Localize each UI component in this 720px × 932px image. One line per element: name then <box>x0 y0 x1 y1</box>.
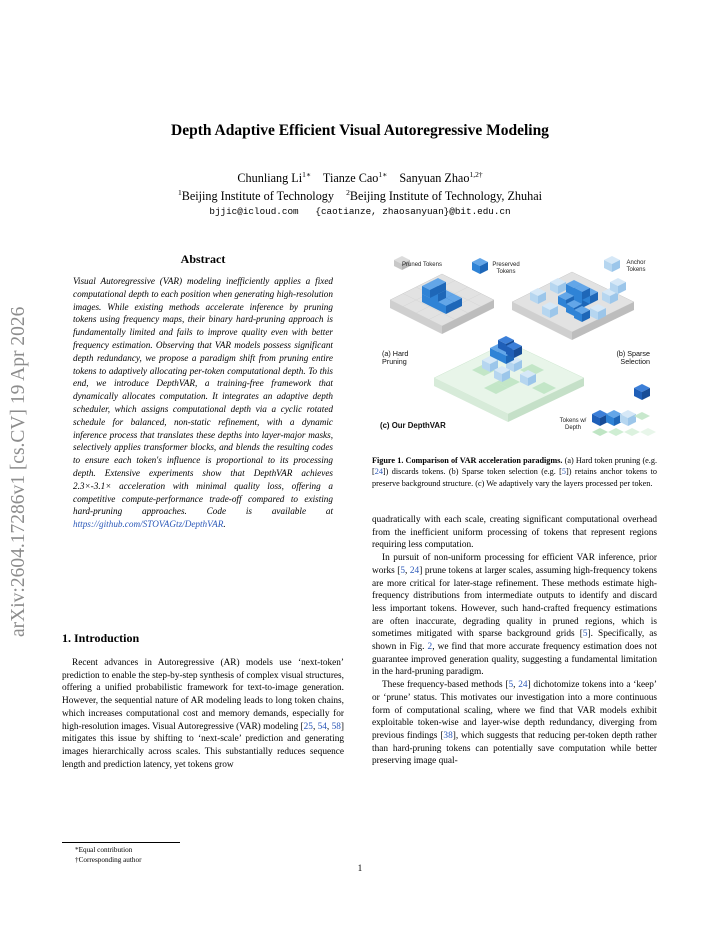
text-run: , we find that more accurate frequency estimation does not guarantee improved generation quality, suggesting a fundamental limitation in the hard-pruning paradigm. <box>372 642 657 678</box>
author-emails: bjjic@icloud.com {caotianze, zhaosanyuan}@bit.edu.cn <box>209 206 511 217</box>
hard-pruning-panel <box>390 274 494 334</box>
figure-1-illustration <box>372 250 657 445</box>
text-run: (a) Hard token pruning (e.g. [ <box>372 456 657 477</box>
citation-link[interactable]: 24 <box>409 565 420 576</box>
text-run: quadratically with each scale, creating significant computational overhead from the inefficient uniform processing of tokens that represent regions requiring less computation. <box>372 515 657 551</box>
figure-1 <box>372 250 657 445</box>
tokens-depth-label: Tokens w/ Depth <box>559 418 587 431</box>
hard-pruning-label: (a) Hard Pruning <box>382 349 409 366</box>
text-run: These frequency-based methods [ <box>382 680 509 691</box>
text-run: Figure 1. <box>372 456 406 465</box>
footnote-equal: *Equal contribution <box>75 846 133 854</box>
text-run: , <box>513 680 519 691</box>
text-run: ], which suggests that reducing per-token depth rather than hard-pruning tokens can potentially save computation while better preserving image qual- <box>372 730 657 767</box>
abstract-heading: Abstract <box>180 252 226 266</box>
affiliation: Beijing Institute of Technology <box>181 189 334 204</box>
author: Tianze Cao <box>322 171 379 186</box>
sparse-selection-panel <box>512 272 634 340</box>
text-run: Comparison of VAR acceleration paradigms. <box>405 456 563 465</box>
citation-link[interactable]: 5 <box>582 629 588 640</box>
affiliation-list: $^1$Beijing Institute of Technology $^2$Beijing Institute of Technology, Zhuhai <box>177 188 543 204</box>
footnote-rule <box>62 842 180 843</box>
citation-link[interactable]: 5 <box>508 680 514 691</box>
intro-paragraph <box>62 657 344 771</box>
author: Chunliang Li <box>237 171 303 186</box>
citation-link[interactable]: 5 <box>561 467 567 477</box>
citation-link[interactable]: 54 <box>317 721 327 732</box>
code-link[interactable]: https://github.com/STOVAGtz/DepthVAR <box>73 519 224 530</box>
citation-link[interactable]: 38 <box>443 730 453 741</box>
section-heading-introduction: 1. Introduction <box>62 631 140 645</box>
footnote-corresponding: †Corresponding author <box>75 856 142 864</box>
citation-link[interactable]: 2 <box>427 642 433 653</box>
author-list: Chunliang $Li^{1∗}$ Tianze Cao$^{1∗}$ Sanyuan Zhao$^{1,2\dagger}$ <box>237 170 483 186</box>
anchor-tokens-label: Anchor Tokens <box>626 260 646 273</box>
citation-link[interactable]: 25 <box>303 721 313 732</box>
affiliation: Beijing Institute of Technology, Zhuhai <box>349 189 543 204</box>
anchor-tokens-legend <box>604 256 620 272</box>
citation-link[interactable]: 24 <box>374 467 383 477</box>
text-run: ] mitigates this issue by shifting to ‘next-scale’ prediction and generating images hierarchically across scales. This substantially reduces sequence length and prediction latency, yet tokens grow <box>62 721 344 770</box>
depth-legend <box>592 384 656 436</box>
abstract-text: Visual Autoregressive (VAR) modeling inefficiently applies a fixed computational depth to each position when generating high-resolution images. While existing methods accelerate inference by pruning tokens using frequency maps, their binary hard-pruning approach is fundamentally limited and fails to improve quality even with better frequency estimation. Observing that VAR models possess significant depth redundancy, we propose a paradigm shift from pruning entire tokens to adaptively allocating per-token computational depth. To this end, we introduce DepthVAR, a training-free framework that dynamically allocates computation. It integrates an adaptive depth scheduler, which assigns computational depth via a cyclic rotated schedule for balanced, non-static refinement, with a dynamic inference process that translates these depths into layer-major masks, selectively applies transformer blocks, and blends the resulting codes to ensure each token's influence is proportional to its processing depth. Extensive experiments show that DepthVAR achieves 2.3×-3.1× acceleration with minimal quality loss, offering a competitive compute-performance trade-off compared to existing hard-pruning approaches. Code is available at <box>73 276 333 517</box>
depthvar-panel <box>434 336 584 422</box>
citation-link[interactable]: 24 <box>518 680 528 691</box>
text-run: ] dichotomize tokens into a ‘keep’ or ‘prune’ status. This motivates our investigation into a more continuous form of computational scaling, where we find that VAR models exhibit exploitable token-wise and layer-wise depth redundancy, diverging from previous findings [ <box>372 680 658 741</box>
text-run: Recent advances in Autoregressive (AR) models use ‘next-token’ prediction to enable the step-by-step synthesis of complex visual structures, offering a unified probabilistic framework for text-to-image generation. However, the sequential nature of AR modeling leads to long token chains, which increases computational cost and memory demands, especially for high-resolution images. Visual Autoregressive (VAR) modeling [ <box>62 658 344 732</box>
depthvar-label: (c) Our DepthVAR <box>380 421 446 430</box>
text-run: , <box>326 721 332 732</box>
text-run: ]. Specifically, as shown in Fig. <box>372 629 657 653</box>
abstract-body: Visual Autoregressive (VAR) modeling inefficiently applies a fixed computational depth to each position when generating high-resolution images. While existing methods accelerate inference by pruning tokens using frequency maps, their binary hard-pruning approach is fundamentally limited and fails to improve quality even with better frequency estimation. Observing that VAR models possess significant depth redundancy, we propose a paradigm shift from pruning entire tokens to adaptively allocating per-token computational depth. To this end, we introduce DepthVAR, a training-free framework that dynamically allocates computation. It integrates an adaptive depth scheduler, which assigns computational depth via a cyclic rotated schedule for balanced, non-static refinement, with a dynamic inference process that translates these depths into layer-major masks, selectively applies transformer blocks, and blends the resulting codes to ensure each token's influence is proportional to its processing depth. Extensive experiments show that DepthVAR achieves 2.3×-3.1× acceleration with minimal quality loss, offering a competitive compute-performance trade-off compared to existing hard-pruning approaches. Code is available at https://github.com/STOVAGtz/DepthVAR. <box>73 276 333 530</box>
pruned-tokens-label: Pruned Tokens <box>402 262 442 268</box>
text-run: In pursuit of non-uniform processing for efficient VAR inference, prior works [ <box>372 553 657 576</box>
preserved-tokens-label: Preserved Tokens <box>492 262 520 275</box>
citation-link[interactable]: 5 <box>400 565 406 576</box>
sparse-selection-label: (b) Sparse Selection <box>616 349 650 366</box>
page-number: 1 <box>357 864 363 874</box>
paper-title: Depth Adaptive Efficient Visual Autoregressive Modeling <box>171 122 549 139</box>
citation-link[interactable]: 58 <box>331 721 341 732</box>
text-run: , <box>312 721 318 732</box>
arxiv-stamp: arXiv:2604.17286v1 [cs.CV] 19 Apr 2026 <box>8 306 29 638</box>
text-run: ] prune tokens at larger scales, assuming high-frequency tokens are more critical for later-stage refinement. These methods estimate high-frequency distributions from intermediate outputs to identify and discard less important tokens. However, such hand-crafted frequency estimations are often inaccurate, degrading quality in pruned regions, which is sometimes mitigated with sparse background grids [ <box>372 565 657 640</box>
right-column-text <box>372 514 657 768</box>
text-run: ]) discards tokens. (b) Sparse token selection (e.g. [ <box>382 467 562 477</box>
figure-1-caption <box>372 455 657 489</box>
text-run: ]) retains anchor tokens to preserve background structure. (c) We adaptively vary the layers processed per token. <box>372 467 657 488</box>
text-run: , <box>405 565 410 576</box>
author: Sanyuan Zhao <box>399 171 470 186</box>
